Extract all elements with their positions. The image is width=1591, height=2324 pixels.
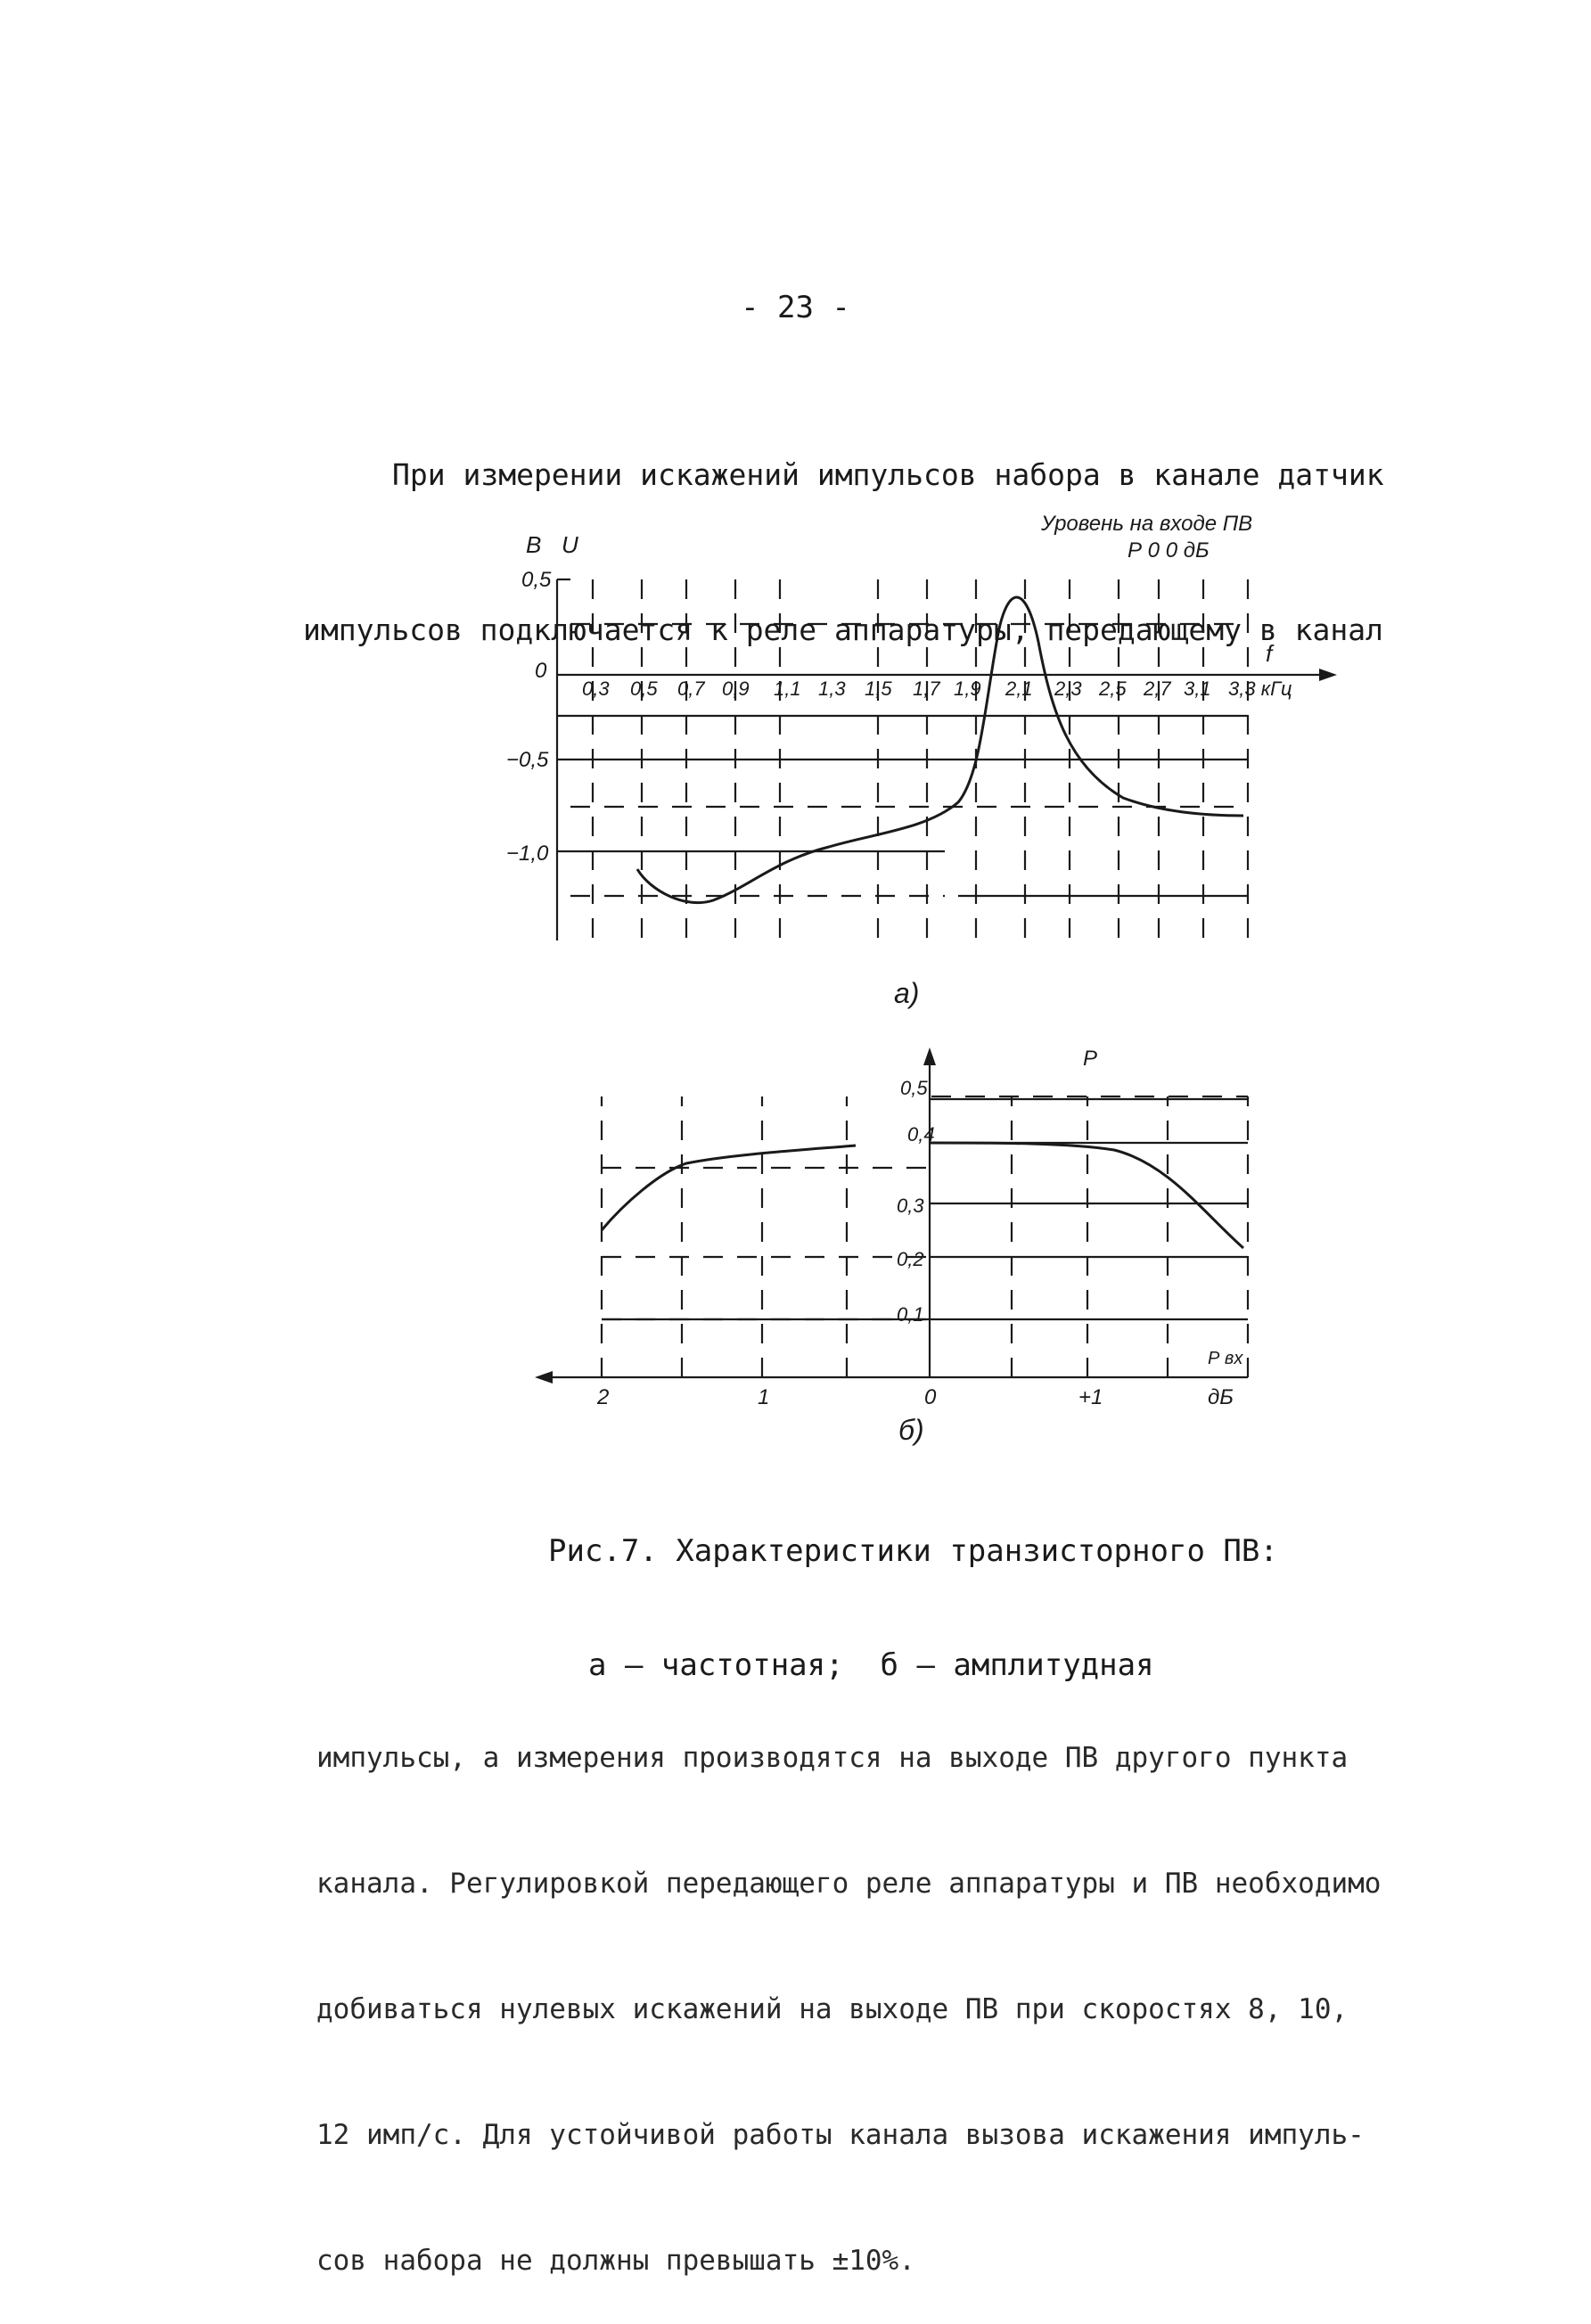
x-axis-symbol: f [1266, 640, 1273, 667]
bottom-paragraph-line: добиваться нулевых искажений на выходе ПВ при скоростях 8, 10, [316, 1993, 1349, 2025]
x-tick-label: 0 [924, 1385, 937, 1409]
x-tick-label: 1 [758, 1385, 770, 1409]
x-tick-label: 0,9 [722, 677, 750, 700]
x-tick-label: 3,1 [1184, 677, 1211, 700]
x-tick-label: 2,1 [1005, 677, 1033, 700]
figure-b-label: б) [898, 1414, 924, 1446]
x-tick-label: дБ [1208, 1385, 1234, 1409]
bottom-paragraph [316, 1654, 1431, 2324]
page-number: - 23 - [741, 290, 850, 325]
x-tick-label: 0,5 [630, 677, 658, 700]
x-tick-label: 1,1 [774, 677, 801, 700]
y-tick-label: 0,2 [897, 1248, 924, 1270]
x-tick-label: 3,3 кГц [1228, 677, 1292, 700]
level-value-label: Р 0 0 дБ [1128, 538, 1210, 563]
x-tick-label: 2 [597, 1385, 610, 1409]
x-tick-label: 1,7 [913, 677, 940, 700]
y-axis-label-b: В [526, 531, 542, 558]
chart-b-top-label: Р [1083, 1047, 1098, 1071]
x-tick-label: 0,7 [677, 677, 705, 700]
caption-title: Рис.7. Характеристики транзисторного ПВ: [548, 1533, 1278, 1569]
x-tick-label: 1,5 [865, 677, 892, 700]
x-tick-label: 0,3 [582, 677, 610, 700]
level-label: Уровень на входе ПВ [1041, 512, 1253, 536]
top-paragraph-line: импульсов подключается к реле аппаратуры, передающему в канал [303, 612, 1383, 647]
x-axis-symbol: Р вх [1208, 1349, 1243, 1368]
y-tick-label: 0,4 [907, 1123, 935, 1146]
bottom-paragraph-line: импульсы, а измерения производятся на выходе ПВ другого пункта [316, 1742, 1349, 1774]
y-tick-label: −0,5 [506, 748, 549, 772]
y-tick-label: 0,5 [521, 568, 552, 592]
y-tick-label: 0 [535, 659, 547, 683]
caption-subtitle: а – частотная; б – амплитудная [588, 1647, 1154, 1683]
y-tick-label: 0,5 [900, 1077, 928, 1099]
x-tick-label: 2,5 [1099, 677, 1127, 700]
bottom-paragraph-line: сов набора не должны превышать ±10%. [316, 2245, 915, 2277]
y-tick-label: 0,3 [897, 1195, 924, 1217]
x-tick-label: +1 [1078, 1385, 1103, 1409]
figure-a-label: а) [894, 977, 920, 1009]
top-paragraph-line: При измерении искажений импульсов набора в канале датчик [392, 457, 1384, 492]
x-tick-label: 2,3 [1054, 677, 1082, 700]
bottom-paragraph-line: 12 имп/с. Для устойчивой работы канала вызова искажения импуль- [316, 2119, 1365, 2151]
bottom-paragraph-line: канала. Регулировкой передающего реле аппаратуры и ПВ необходимо [316, 1868, 1382, 1900]
x-tick-label: 1,9 [954, 677, 981, 700]
y-tick-label: 0,1 [897, 1303, 924, 1326]
y-axis-label-u: U [562, 531, 578, 558]
y-tick-label: −1,0 [506, 842, 549, 866]
chart-b-grid [535, 1047, 1248, 1384]
chart-b-x-ticks [596, 1349, 1243, 1409]
x-tick-label: 1,3 [818, 677, 846, 700]
x-tick-label: 2,7 [1144, 677, 1171, 700]
